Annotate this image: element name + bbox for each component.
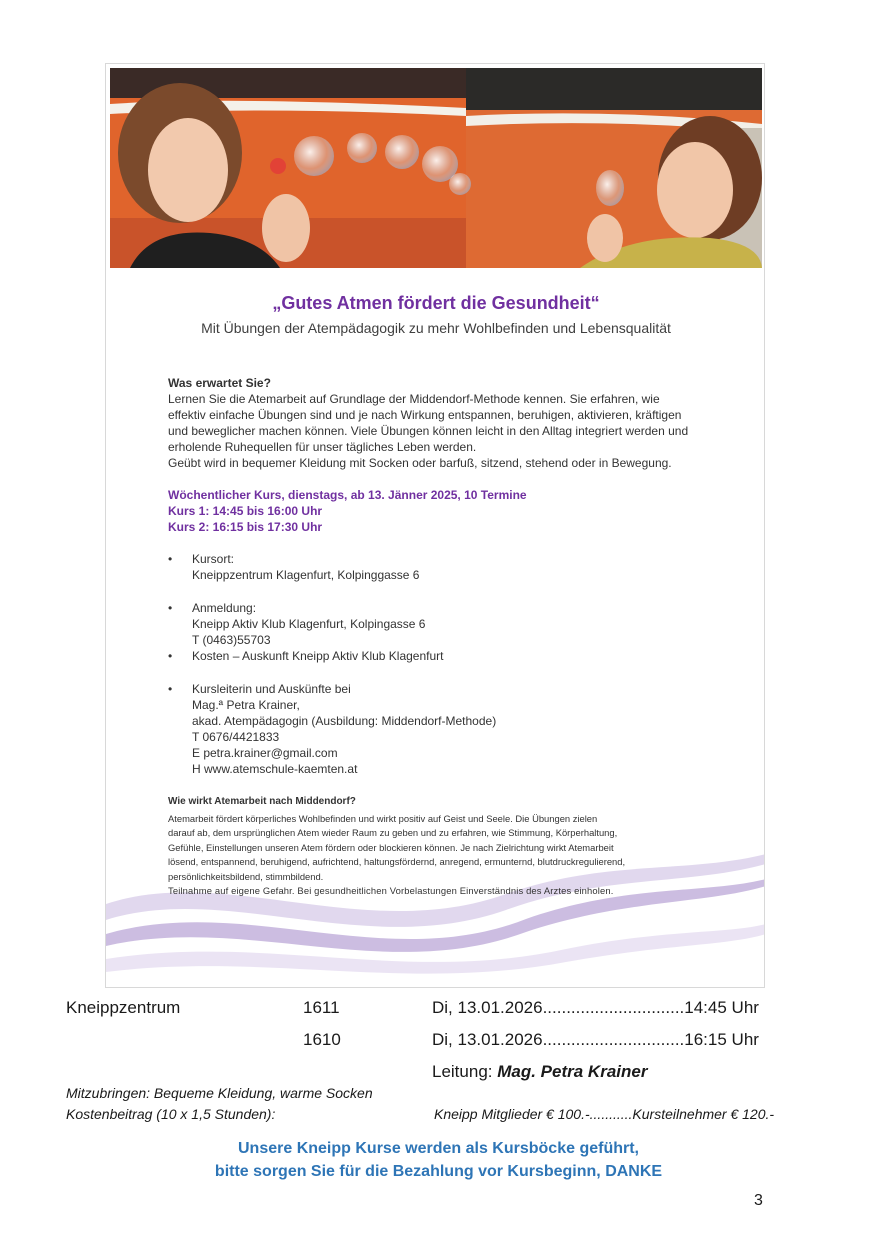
middendorf-line: darauf ab, dem ursprünglichen Atem wieder Raum zu geben und zu erfahren, wie Stimmung, Körperhaltung, bbox=[168, 827, 618, 838]
schedule-location: Kneippzentrum bbox=[66, 998, 181, 1017]
header-photo bbox=[110, 68, 762, 268]
course-date: Di, 13.01.2026..............................14:45 Uhr bbox=[432, 998, 759, 1017]
payment-notice-line2: bitte sorgen Sie für die Bezahlung vor Kursbeginn, DANKE bbox=[214, 1163, 663, 1180]
course-leader bbox=[432, 1062, 647, 1082]
cost-info: Kosten – Auskunft Kneipp Aktiv Klub Klagenfurt bbox=[192, 649, 444, 663]
expectation-line: Lernen Sie die Atemarbeit auf Grundlage der Middendorf-Methode kennen. Sie erfahren, wie bbox=[168, 392, 660, 406]
middendorf-line: persönlichkeitsbildend, stimmbildend. bbox=[168, 870, 324, 882]
list-item-location bbox=[168, 551, 728, 583]
middendorf-line: Atemarbeit fördert körperliches Wohlbefinden und wirkt positiv auf Geist und Seele. Die Übungen zielen bbox=[168, 812, 598, 824]
expectation-line: und beweglicher machen können. Viele Übungen können leicht in den Alltag integriert werden und bbox=[168, 424, 689, 438]
course-number: 1611 bbox=[303, 998, 340, 1017]
course-date: Di, 13.01.2026..............................16:15 Uhr bbox=[432, 1030, 759, 1049]
registration-phone: T (0463)55703 bbox=[192, 633, 271, 647]
course-number: 1610 bbox=[303, 1030, 341, 1049]
location-label: Kursort: bbox=[192, 552, 235, 566]
list-item-cost bbox=[168, 648, 728, 664]
leader-email: E petra.krainer@gmail.com bbox=[192, 746, 338, 760]
list-item-registration bbox=[168, 600, 728, 648]
cost-value: Kneipp Mitglieder € 100.-...........Kursteilnehmer € 120.- bbox=[434, 1106, 775, 1122]
location-value: Kneippzentrum Klagenfurt, Kolpinggasse 6 bbox=[192, 568, 420, 582]
bring-note: Mitzubringen: Bequeme Kleidung, warme Socken bbox=[66, 1085, 373, 1101]
registration-address: Kneipp Aktiv Klub Klagenfurt, Kolpingasse 6 bbox=[192, 617, 426, 631]
middendorf-line: lösend, entspannend, beruhigend, aufrichtend, haltungsfördernd, anregend, ermunternd, blutdruckregulierend, bbox=[168, 856, 626, 867]
page-number: 3 bbox=[754, 1192, 763, 1209]
leader-website: H www.atemschule-kaemten.at bbox=[192, 762, 358, 776]
course-flyer bbox=[105, 63, 765, 988]
leader-name: Mag.ª Petra Krainer, bbox=[192, 698, 300, 712]
leader-label: Leitung: bbox=[432, 1062, 498, 1081]
bullet-icon: • bbox=[168, 649, 173, 663]
leader-phone: T 0676/4421833 bbox=[192, 730, 280, 744]
leader-name: Mag. Petra Krainer bbox=[497, 1062, 648, 1081]
middendorf-section bbox=[168, 795, 708, 899]
expectation-line: effektiv einfache Übungen sind und je nach Wirkung entspannen, beruhigen, aktivieren, kräftigen bbox=[168, 408, 682, 422]
info-list bbox=[168, 551, 728, 777]
expectation-section bbox=[168, 375, 728, 471]
leader-title: akad. Atempädagogin (Ausbildung: Middendorf-Methode) bbox=[192, 714, 497, 728]
course-2-time: Kurs 2: 16:15 bis 17:30 Uhr bbox=[168, 520, 323, 534]
middendorf-heading: Wie wirkt Atemarbeit nach Middendorf? bbox=[168, 796, 356, 807]
middendorf-line: Gefühle, Einstellungen unseren Atem fördern oder blockieren können. Je nach Zielrichtung wirkt Atemarbeit bbox=[168, 841, 614, 853]
flyer-title: „Gutes Atmen fördert die Gesundheit“ bbox=[272, 293, 600, 313]
expectation-line: erholende Ruhequellen für unser tägliches Leben werden. bbox=[168, 440, 477, 454]
disclaimer: Teilnahme auf eigene Gefahr. Bei gesundheitlichen Vorbelastungen Einverständnis des Arztes einholen. bbox=[168, 885, 614, 896]
leader-label: Kursleiterin und Auskünfte bei bbox=[192, 682, 351, 696]
course-times bbox=[168, 487, 527, 535]
cost-label: Kostenbeitrag (10 x 1,5 Stunden): bbox=[66, 1106, 276, 1122]
payment-notice-line1: Unsere Kneipp Kurse werden als Kursböcke geführt, bbox=[238, 1140, 639, 1157]
expectation-line: Geübt wird in bequemer Kleidung mit Socken oder barfuß, sitzend, stehend oder in Bewegung. bbox=[168, 456, 672, 470]
expectation-heading: Was erwartet Sie? bbox=[168, 376, 271, 390]
list-item-leader bbox=[168, 681, 728, 777]
bullet-icon: • bbox=[168, 601, 173, 615]
course-1-time: Kurs 1: 14:45 bis 16:00 Uhr bbox=[168, 504, 323, 518]
bullet-icon: • bbox=[168, 682, 173, 696]
flyer-subtitle: Mit Übungen der Atempädagogik zu mehr Wohlbefinden und Lebensqualität bbox=[201, 320, 671, 336]
bullet-icon: • bbox=[168, 552, 173, 566]
registration-label: Anmeldung: bbox=[192, 601, 257, 615]
course-schedule-line: Wöchentlicher Kurs, dienstags, ab 13. Jänner 2025, 10 Termine bbox=[168, 488, 527, 502]
